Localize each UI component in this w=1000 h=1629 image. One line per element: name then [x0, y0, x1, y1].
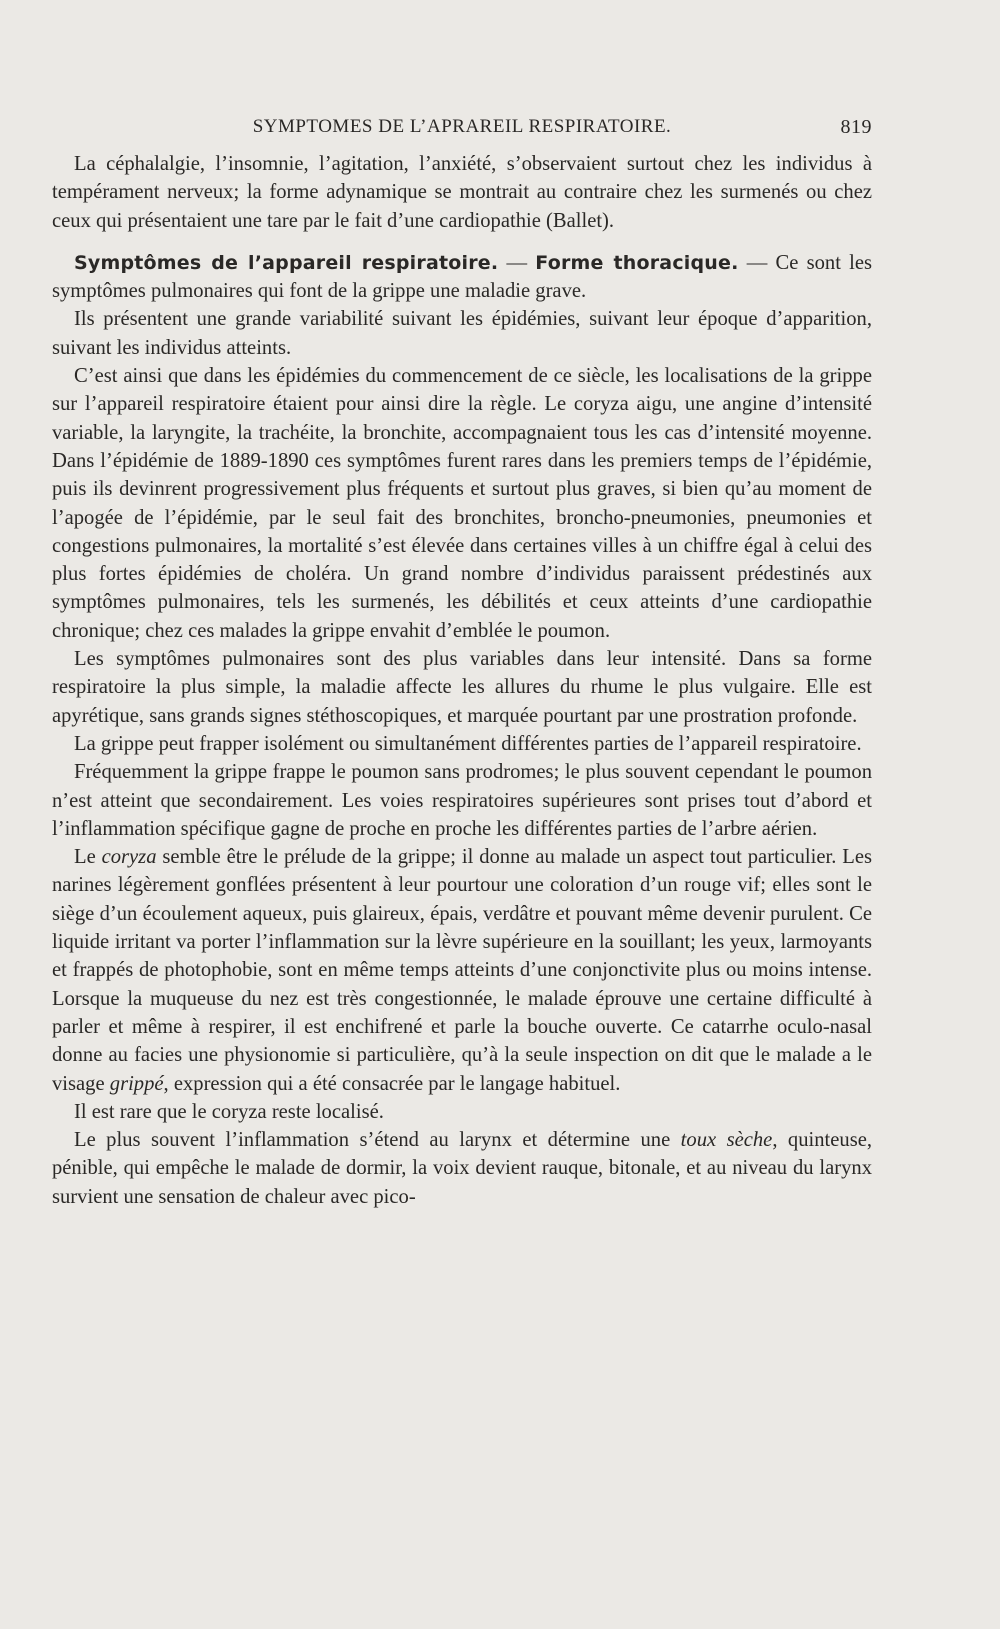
- p8-italic-grippe: grippé: [109, 1072, 164, 1095]
- page-number: 819: [840, 116, 872, 138]
- body-text: [52, 150, 872, 1211]
- p10-italic-toux-seche: toux sèche: [680, 1129, 773, 1152]
- p8-text-b: semble être le prélude de la grippe; il donne au malade un aspect tout particulier. Les narines légèrement gonflées présentent à leur pourtour une coloration d’un rouge vif; elles sont le siège d’un écoulement aqueux, puis glaireux, épais, verdâtre et pouvant même devenir purulent. Ce liquide irritant va porter l’inflammation sur la lèvre supérieure en la souillant; les yeux, larmoyants et frappés de photophobie, sont en même temps atteints d’une conjonctivite plus ou moins intense. Lorsque la muqueuse du nez est très congestionnée, le malade éprouve une certaine difficulté à parler et même à respirer, il est enchifrené et parle la bouche ouverte. Ce catarrhe oculo-nasal donne au facies une physionomie si particulière, qu’à la seule inspection on dit que le malade a le visage: [52, 846, 872, 1095]
- p10-text-b: , quinteuse, pénible, qui empêche le malade de dormir, la voix devient rauque, bitonale, et au niveau du larynx survient une sensation de chaleur avec pico-: [52, 1129, 873, 1208]
- paragraph-8: [52, 843, 872, 1098]
- section-gap: [52, 235, 872, 249]
- section-dash-1: —: [498, 251, 536, 274]
- paragraph-4: C’est ainsi que dans les épidémies du commencement de ce siècle, les localisations de la grippe sur l’appareil respiratoire étaient pour ainsi dire la règle. Le coryza aigu, une angine d’intensité variable, la laryngite, la trachéite, la bronchite, accompagnaient tous les cas d’intensité moyenne. Dans l’épidémie de 1889-1890 ces symptômes furent rares dans les premiers temps de l’épidémie, puis ils devinrent progressivement plus fréquents et surtout plus graves, si bien qu’au moment de l’apogée de l’épidémie, par le seul fait des bronchites, broncho-pneumonies, pneumonies et congestions pulmonaires, la mortalité s’est élevée dans certaines villes à un chiffre égal à celui des plus fortes épidémies de choléra. Un grand nombre d’individus paraissent prédestinés aux symptômes pulmonaires, tels les surmenés, les débilités et ceux atteints d’une cardiopathie chronique; chez ces malades la grippe envahit d’emblée le poumon.: [52, 365, 872, 642]
- p8-italic-coryza: coryza: [101, 846, 157, 869]
- paragraph-5: Les symptômes pulmonaires sont des plus variables dans leur intensité. Dans sa forme respiratoire la plus simple, la maladie affecte les allures du rhume le plus vulgaire. Elle est apyrétique, sans grands signes stéthoscopiques, et marquée pourtant par une prostration profonde.: [52, 648, 872, 727]
- paragraph-6: La grippe peut frapper isolément ou simultanément différentes parties de l’appareil respiratoire.: [74, 732, 862, 755]
- running-title: SYMPTOMES DE L’APRAREIL RESPIRATOIRE.: [252, 116, 672, 137]
- p8-text-c: , expression qui a été consacrée par le langage habituel.: [163, 1072, 621, 1095]
- page-header: [52, 116, 872, 144]
- section-intro-text: Ce sont les symptômes pulmonaires qui font de la grippe une maladie grave.: [52, 251, 872, 303]
- paragraph-9: Il est rare que le coryza reste localisé.: [74, 1100, 384, 1123]
- paragraph-3: Ils présentent une grande variabilité suivant les épidémies, suivant leur époque d’apparition, suivant les individus atteints.: [52, 308, 872, 359]
- paragraph-1: La céphalalgie, l’insomnie, l’agitation, l’anxiété, s’observaient surtout chez les individus à tempérament nerveux; la forme adynamique se montrait au contraire chez les surmenés ou chez ceux qui présentaient une tare par le fait d’une cardiopathie (Ballet).: [52, 153, 872, 232]
- section-heading: Symptômes de l’appareil respiratoire.: [74, 251, 499, 274]
- section-heading-paragraph: [52, 249, 872, 306]
- subsection-heading: Forme thoracique.: [535, 251, 739, 274]
- p8-text-a: Le: [74, 846, 102, 869]
- section-dash-2: —: [738, 251, 776, 274]
- p10-text-a: Le plus souvent l’inflammation s’étend au larynx et détermine une: [74, 1129, 681, 1152]
- paragraph-10: [52, 1126, 872, 1211]
- paragraph-7: Fréquemment la grippe frappe le poumon sans prodromes; le plus souvent cependant le poumon n’est atteint que secondairement. Les voies respiratoires supérieures sont prises tout d’abord et l’inflammation spécifique gagne de proche en proche les différentes parties de l’arbre aérien.: [52, 761, 872, 840]
